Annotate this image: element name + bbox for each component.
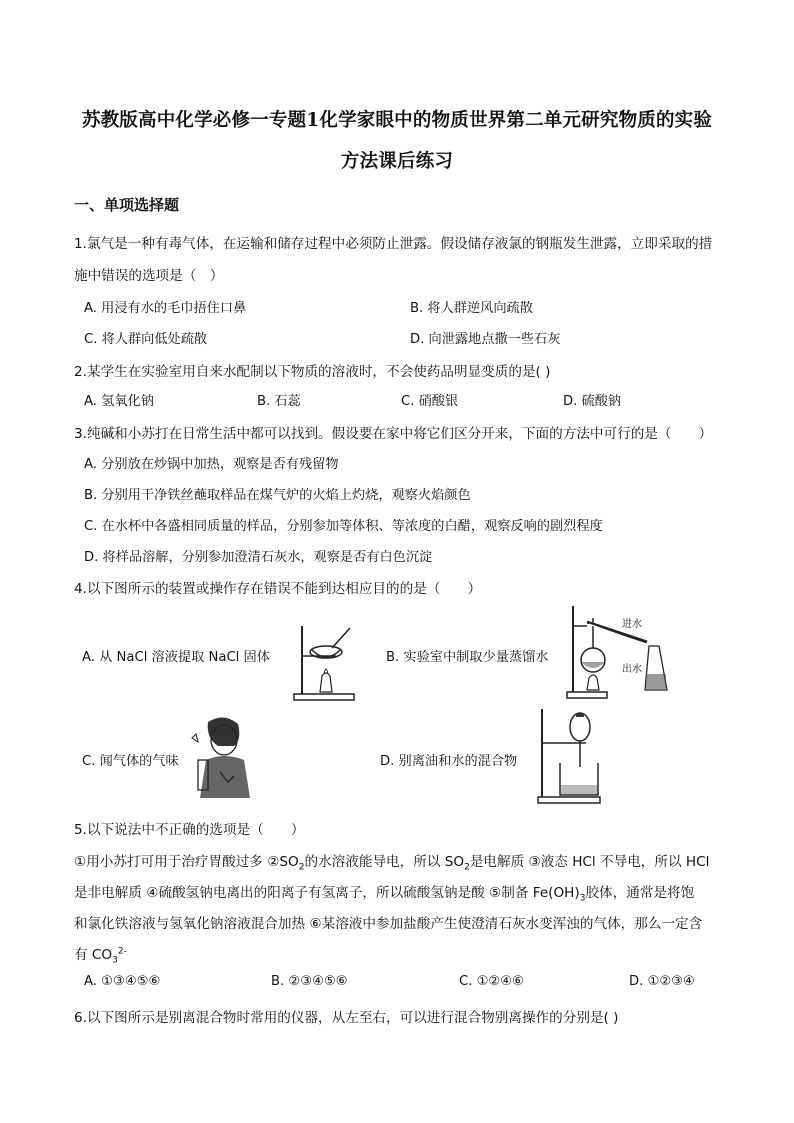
question-5-statement-line1: ①用小苏打可用于治疗胃酸过多 $②SO_2$的水溶液能导电，所以 $SO_2$是电解质 ③液态 HCl 不导电，所以 HCl [74, 854, 710, 873]
smelling-gas-figure [184, 712, 262, 800]
question-5-option-a: A. ①③④⑤⑥ [84, 974, 161, 989]
separatory-funnel-figure [528, 707, 604, 805]
question-6-text: 6.以下图所示是别离混合物时常用的仪器，从左至右，可以进行混合物别离操作的分别是( ) [74, 1010, 619, 1026]
section-heading: 一、单项选择题 [74, 196, 180, 214]
question-2-text: 2.某学生在实验室用自来水配制以下物质的溶液时，不会使药品明显变质的是( ) [74, 364, 551, 380]
question-2-option-a: A. 氢氧化钠 [84, 394, 154, 409]
question-4-option-d: D. 别离油和水的混合物 [380, 754, 518, 769]
evaporation-apparatus-figure [292, 620, 360, 702]
question-5-option-d: D. ①②③④ [629, 974, 695, 989]
question-2-option-c: C. 硝酸银 [401, 394, 459, 409]
question-1-option-a: A. 用浸有水的毛巾捂住口鼻 [84, 301, 247, 316]
question-3-option-b: B. 分别用干净铁丝蘸取样品在煤气炉的火焰上灼烧，观察火焰颜色 [84, 488, 471, 503]
question-3-text: 3.纯碱和小苏打在日常生活中都可以找到。假设要在家中将它们区分开来，下面的方法中可行的是（ ） [74, 426, 713, 442]
question-2-option-b: B. 石蕊 [257, 394, 301, 409]
water-out-label: 出水 [622, 664, 642, 675]
question-5-statement-line4: 有 $CO_3^{2-}$ [74, 946, 127, 966]
question-4-text: 4.以下图所示的装置或操作存在错误不能到达相应目的的是（ ） [74, 581, 482, 597]
question-4-option-a: A. 从 NaCl 溶液提取 NaCl 固体 [82, 650, 270, 665]
page-title-line2: 方法课后练习 [340, 151, 454, 172]
question-1-option-b: B. 将人群逆风向疏散 [410, 301, 533, 316]
question-3-option-c: C. 在水杯中各盛相同质量的样品，分别参加等体积、等浓度的白醋，观察反响的剧烈程度 [84, 519, 603, 534]
page-title-line1: 苏教版高中化学必修一专题1化学家眼中的物质世界第二单元研究物质的实验 [81, 110, 713, 131]
question-1-text-cont: 施中错误的选项是（ ） [74, 268, 224, 284]
question-5-statement-line3: 和氯化铁溶液与氢氧化钠溶液混合加热 ⑥某溶液中参加盐酸产生使澄清石灰水变浑浊的气体，那么一定含 [74, 916, 703, 932]
question-1-option-c: C. 将人群向低处疏散 [84, 332, 208, 347]
question-3-option-d: D. 将样品溶解，分别参加澄清石灰水，观察是否有白色沉淀 [84, 550, 433, 565]
question-4-option-b: B. 实验室中制取少量蒸馏水 [386, 650, 549, 665]
question-5-text: 5.以下说法中不正确的选项是（ ） [74, 822, 305, 838]
question-3-option-a: A. 分别放在炒锅中加热，观察是否有残留物 [84, 457, 339, 472]
question-5-option-b: B. ②③④⑤⑥ [271, 974, 348, 989]
water-in-label: 进水 [622, 619, 642, 630]
question-5-option-c: C. ①②④⑥ [459, 974, 524, 989]
question-1-text: 1.氯气是一种有毒气体，在运输和储存过程中必须防止泄露。假设储存液氯的钢瓶发生泄露，立即采取的措 [74, 236, 713, 252]
question-2-option-d: D. 硫酸钠 [563, 394, 622, 409]
question-5-statement-line2: 是非电解质 ④硫酸氢钠电离出的阳离子有氢离子，所以硫酸氢钠是酸 ⑤制备 $Fe(OH)_3$胶体，通常是将饱 [74, 885, 695, 904]
distillation-apparatus-figure [565, 604, 675, 702]
question-4-option-c: C. 闻气体的气味 [82, 754, 179, 769]
question-1-option-d: D. 向泄露地点撒一些石灰 [410, 332, 561, 347]
